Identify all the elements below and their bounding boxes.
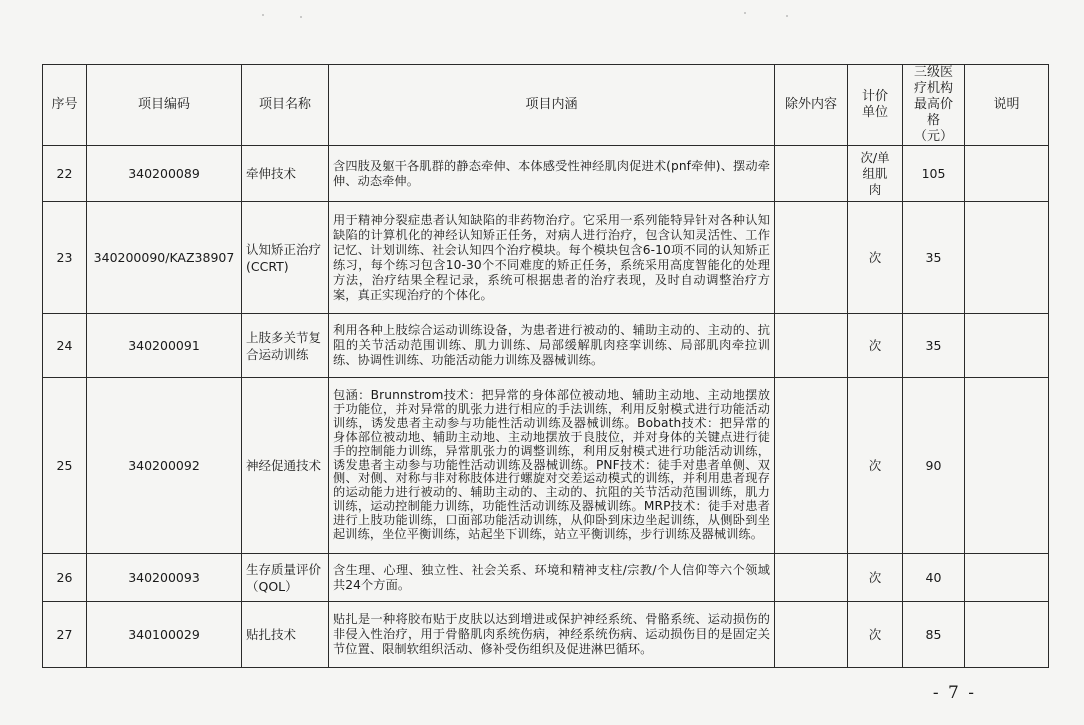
cell-content: 用于精神分裂症患者认知缺陷的非药物治疗。它采用一系列能特异针对各种认知缺陷的计算机化的神经认知矫正任务，对病人进行治疗，包含认知灵活性、工作记忆、计划训练、社会认知四个治疗模块。每个模块包含6-10项不同的认知矫正练习，每个练习包含10-30个不同难度的矫正任务，系统采用高度智能化的处理方法，治疗结果全程记录，系统可根据患者的治疗表现，及时自动调整治疗方案，真正实现治疗的个体化。	[329, 202, 775, 314]
cell-note	[965, 554, 1049, 602]
header-code: 项目编码	[87, 65, 242, 146]
cell-note	[965, 602, 1049, 668]
cell-seq: 26	[43, 554, 87, 602]
cell-name: 神经促通技术	[242, 378, 329, 554]
header-price: 三级医疗机构最高价格（元）	[903, 65, 965, 146]
cell-code: 340200089	[87, 146, 242, 202]
cell-price: 35	[903, 202, 965, 314]
table-row	[43, 602, 1049, 668]
scan-speck	[262, 14, 264, 16]
cell-code: 340200093	[87, 554, 242, 602]
table-row	[43, 554, 1049, 602]
cell-content: 贴扎是一种将胶布贴于皮肤以达到增进或保护神经系统、骨骼系统、运动损伤的非侵入性治疗，用于骨骼肌肉系统伤病，神经系统伤病、运动损伤目的是固定关节位置、限制软组织活动、修补受伤组织及促进淋巴循环。	[329, 602, 775, 668]
table-header-row	[43, 65, 1049, 146]
cell-unit: 次	[848, 314, 903, 378]
table-row	[43, 202, 1049, 314]
header-unit: 计价单位	[848, 65, 903, 146]
cell-code: 340200091	[87, 314, 242, 378]
cell-seq: 25	[43, 378, 87, 554]
cell-excluded	[775, 378, 848, 554]
cell-content: 包涵：Brunnstrom技术：把异常的身体部位被动地、辅助主动地、主动地摆放于功能位，并对异常的肌张力进行相应的手法训练，利用反射模式进行功能活动训练，诱发患者主动参与功能性活动训练及器械训练。Bobath技术：把异常的身体部位被动地、辅助主动地、主动地摆放于良肢位，并对身体的关键点进行徒手的控制能力训练，异常肌张力的调整训练，利用反射模式进行功能活动训练，诱发患者主动参与功能性活动训练及器械训练。PNF技术：徒手对患者单侧、双侧、对侧、对称与非对称肢体进行螺旋对交差运动模式的训练，并利用患者现存的运动能力进行被动的、辅助主动的、主动的、抗阻的关节活动范围训练，肌力训练，运动控制能力训练，功能性活动训练及器械训练。MRP技术：徒手对患者进行上肢功能训练，口面部功能活动训练，从仰卧到床边坐起训练，从侧卧到坐起训练，坐位平衡训练，站起坐下训练，站立平衡训练，步行训练及器械训练。	[329, 378, 775, 554]
cell-code: 340200090/KAZ38907	[87, 202, 242, 314]
header-name: 项目名称	[242, 65, 329, 146]
cell-seq: 22	[43, 146, 87, 202]
cell-code: 340200092	[87, 378, 242, 554]
cell-unit: 次	[848, 378, 903, 554]
cell-price: 40	[903, 554, 965, 602]
cell-excluded	[775, 554, 848, 602]
header-content: 项目内涵	[329, 65, 775, 146]
cell-note	[965, 146, 1049, 202]
cell-excluded	[775, 202, 848, 314]
scan-speck	[300, 16, 302, 18]
cell-unit: 次	[848, 202, 903, 314]
table-row	[43, 146, 1049, 202]
cell-price: 35	[903, 314, 965, 378]
cell-note	[965, 378, 1049, 554]
header-seq: 序号	[43, 65, 87, 146]
cell-note	[965, 314, 1049, 378]
scan-speck	[786, 15, 788, 17]
cell-seq: 27	[43, 602, 87, 668]
header-note: 说明	[965, 65, 1049, 146]
cell-seq: 24	[43, 314, 87, 378]
cell-excluded	[775, 314, 848, 378]
cell-unit: 次/单组肌肉	[848, 146, 903, 202]
cell-unit: 次	[848, 602, 903, 668]
cell-price: 85	[903, 602, 965, 668]
cell-price: 90	[903, 378, 965, 554]
cell-price: 105	[903, 146, 965, 202]
cell-code: 340100029	[87, 602, 242, 668]
cell-excluded	[775, 602, 848, 668]
scan-speck	[744, 12, 746, 14]
cell-name: 生存质量评价（QOL）	[242, 554, 329, 602]
cell-name: 认知矫正治疗(CCRT)	[242, 202, 329, 314]
cell-content: 利用各种上肢综合运动训练设备，为患者进行被动的、辅助主动的、主动的、抗阻的关节活动范围训练、肌力训练、局部缓解肌肉痉挛训练、局部肌肉牵拉训练、协调性训练、功能活动能力训练及器械训练。	[329, 314, 775, 378]
cell-excluded	[775, 146, 848, 202]
page-number: - 7 -	[932, 683, 976, 703]
table-row	[43, 378, 1049, 554]
cell-name: 上肢多关节复合运动训练	[242, 314, 329, 378]
cell-content: 含四肢及躯干各肌群的静态牵伸、本体感受性神经肌肉促进术(pnf牵伸)、摆动牵伸、动态牵伸。	[329, 146, 775, 202]
cell-unit: 次	[848, 554, 903, 602]
fee-table	[42, 64, 1049, 668]
cell-content: 含生理、心理、独立性、社会关系、环境和精神支柱/宗教/个人信仰等六个领域共24个方面。	[329, 554, 775, 602]
cell-name: 贴扎技术	[242, 602, 329, 668]
table-row	[43, 314, 1049, 378]
cell-seq: 23	[43, 202, 87, 314]
cell-note	[965, 202, 1049, 314]
cell-name: 牵伸技术	[242, 146, 329, 202]
header-excluded: 除外内容	[775, 65, 848, 146]
